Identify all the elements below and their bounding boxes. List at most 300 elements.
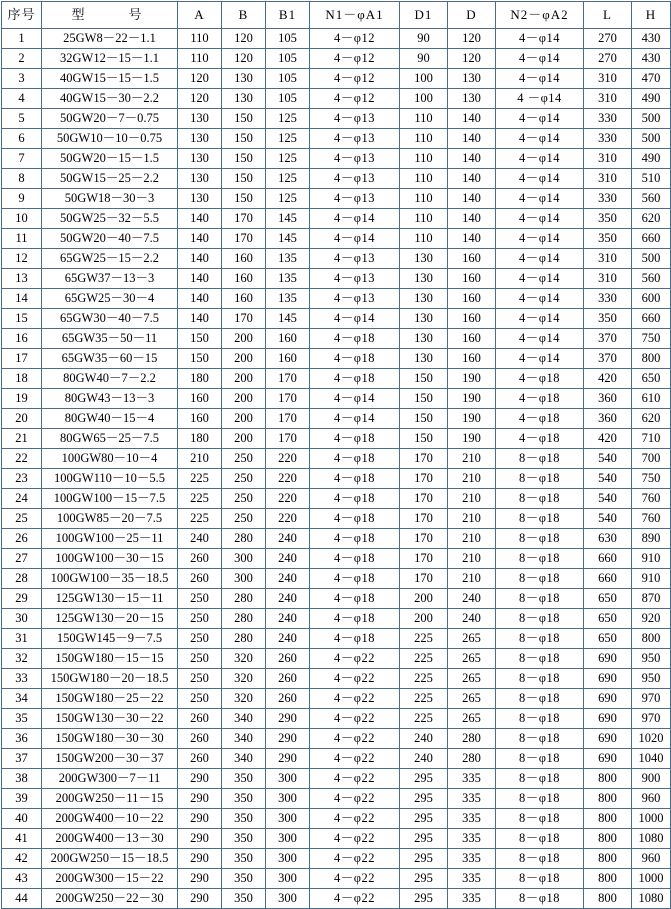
cell-l: 690 bbox=[584, 749, 632, 769]
cell-index: 35 bbox=[2, 709, 42, 729]
cell-d: 190 bbox=[448, 369, 496, 389]
cell-a: 180 bbox=[178, 369, 222, 389]
cell-b: 350 bbox=[222, 849, 266, 869]
cell-n1-a1: 4－φ18 bbox=[310, 529, 400, 549]
cell-h: 560 bbox=[632, 269, 671, 289]
cell-n1-a1: 4－φ18 bbox=[310, 549, 400, 569]
cell-l: 310 bbox=[584, 69, 632, 89]
table-row bbox=[2, 369, 671, 389]
cell-a: 250 bbox=[178, 689, 222, 709]
cell-d: 140 bbox=[448, 169, 496, 189]
cell-a: 130 bbox=[178, 109, 222, 129]
cell-n2-a2: 4－φ18 bbox=[496, 389, 584, 409]
cell-d: 335 bbox=[448, 849, 496, 869]
cell-n1-a1: 4－φ22 bbox=[310, 889, 400, 909]
cell-l: 420 bbox=[584, 369, 632, 389]
cell-b: 120 bbox=[222, 29, 266, 49]
cell-a: 260 bbox=[178, 569, 222, 589]
cell-a: 250 bbox=[178, 649, 222, 669]
cell-n2-a2: 4－φ18 bbox=[496, 409, 584, 429]
cell-d: 130 bbox=[448, 69, 496, 89]
cell-n2-a2: 4－φ14 bbox=[496, 349, 584, 369]
cell-n1-a1: 4－φ12 bbox=[310, 89, 400, 109]
cell-l: 310 bbox=[584, 169, 632, 189]
cell-n2-a2: 4－φ14 bbox=[496, 109, 584, 129]
cell-n1-a1: 4－φ14 bbox=[310, 229, 400, 249]
cell-index: 31 bbox=[2, 629, 42, 649]
cell-l: 270 bbox=[584, 29, 632, 49]
cell-d: 130 bbox=[448, 89, 496, 109]
cell-model: 50GW20－40－7.5 bbox=[42, 229, 178, 249]
cell-b: 280 bbox=[222, 629, 266, 649]
cell-n2-a2: 8－φ18 bbox=[496, 589, 584, 609]
cell-l: 330 bbox=[584, 289, 632, 309]
cell-n1-a1: 4－φ22 bbox=[310, 669, 400, 689]
cell-l: 350 bbox=[584, 209, 632, 229]
cell-b: 250 bbox=[222, 489, 266, 509]
cell-model: 200GW400－10－22 bbox=[42, 809, 178, 829]
cell-l: 370 bbox=[584, 349, 632, 369]
cell-l: 650 bbox=[584, 609, 632, 629]
cell-a: 225 bbox=[178, 489, 222, 509]
cell-d: 280 bbox=[448, 729, 496, 749]
cell-h: 910 bbox=[632, 549, 671, 569]
cell-h: 660 bbox=[632, 229, 671, 249]
cell-model: 150GW130－30－22 bbox=[42, 709, 178, 729]
table-row bbox=[2, 589, 671, 609]
cell-a: 150 bbox=[178, 349, 222, 369]
cell-d: 335 bbox=[448, 889, 496, 909]
cell-n1-a1: 4－φ18 bbox=[310, 609, 400, 629]
cell-index: 13 bbox=[2, 269, 42, 289]
cell-d: 210 bbox=[448, 449, 496, 469]
cell-l: 660 bbox=[584, 549, 632, 569]
cell-model: 200GW250－11－15 bbox=[42, 789, 178, 809]
cell-d1: 110 bbox=[400, 129, 448, 149]
cell-model: 40GW15－30－2.2 bbox=[42, 89, 178, 109]
cell-b: 300 bbox=[222, 569, 266, 589]
cell-n2-a2: 4－φ14 bbox=[496, 309, 584, 329]
cell-n2-a2: 8－φ18 bbox=[496, 569, 584, 589]
cell-b: 250 bbox=[222, 449, 266, 469]
column-header-b1: B1 bbox=[266, 2, 310, 29]
cell-n1-a1: 4－φ22 bbox=[310, 749, 400, 769]
cell-b: 200 bbox=[222, 409, 266, 429]
cell-d: 335 bbox=[448, 769, 496, 789]
cell-d1: 130 bbox=[400, 249, 448, 269]
cell-index: 4 bbox=[2, 89, 42, 109]
cell-l: 690 bbox=[584, 709, 632, 729]
cell-b1: 170 bbox=[266, 369, 310, 389]
cell-b1: 135 bbox=[266, 269, 310, 289]
cell-index: 37 bbox=[2, 749, 42, 769]
cell-a: 140 bbox=[178, 289, 222, 309]
cell-n2-a2: 4－φ14 bbox=[496, 289, 584, 309]
cell-h: 950 bbox=[632, 649, 671, 669]
cell-a: 290 bbox=[178, 809, 222, 829]
cell-a: 110 bbox=[178, 49, 222, 69]
cell-a: 180 bbox=[178, 429, 222, 449]
cell-l: 310 bbox=[584, 149, 632, 169]
cell-n2-a2: 8－φ18 bbox=[496, 889, 584, 909]
cell-b: 250 bbox=[222, 509, 266, 529]
cell-n2-a2: 4－φ14 bbox=[496, 269, 584, 289]
cell-b1: 125 bbox=[266, 129, 310, 149]
cell-n2-a2: 8－φ18 bbox=[496, 829, 584, 849]
table-row bbox=[2, 549, 671, 569]
table-row bbox=[2, 209, 671, 229]
cell-b1: 300 bbox=[266, 809, 310, 829]
cell-n2-a2: 8－φ18 bbox=[496, 449, 584, 469]
table-row bbox=[2, 789, 671, 809]
cell-a: 225 bbox=[178, 469, 222, 489]
cell-model: 200GW250－22－30 bbox=[42, 889, 178, 909]
cell-index: 14 bbox=[2, 289, 42, 309]
cell-l: 350 bbox=[584, 229, 632, 249]
cell-n2-a2: 8－φ18 bbox=[496, 649, 584, 669]
cell-model: 150GW180－30－30 bbox=[42, 729, 178, 749]
table-row bbox=[2, 809, 671, 829]
cell-h: 610 bbox=[632, 389, 671, 409]
table-row bbox=[2, 409, 671, 429]
cell-l: 650 bbox=[584, 629, 632, 649]
cell-a: 140 bbox=[178, 269, 222, 289]
cell-n1-a1: 4－φ18 bbox=[310, 469, 400, 489]
cell-index: 25 bbox=[2, 509, 42, 529]
cell-index: 44 bbox=[2, 889, 42, 909]
cell-n1-a1: 4－φ18 bbox=[310, 509, 400, 529]
cell-index: 32 bbox=[2, 649, 42, 669]
cell-l: 360 bbox=[584, 389, 632, 409]
cell-index: 9 bbox=[2, 189, 42, 209]
cell-n1-a1: 4－φ22 bbox=[310, 729, 400, 749]
cell-model: 50GW20－15－1.5 bbox=[42, 149, 178, 169]
cell-model: 125GW130－20－15 bbox=[42, 609, 178, 629]
cell-n2-a2: 4－φ14 bbox=[496, 329, 584, 349]
cell-d: 160 bbox=[448, 349, 496, 369]
cell-index: 11 bbox=[2, 229, 42, 249]
cell-b1: 135 bbox=[266, 289, 310, 309]
cell-b1: 220 bbox=[266, 469, 310, 489]
cell-index: 40 bbox=[2, 809, 42, 829]
cell-h: 470 bbox=[632, 69, 671, 89]
cell-d: 265 bbox=[448, 649, 496, 669]
table-row bbox=[2, 429, 671, 449]
column-header-h: H bbox=[632, 2, 671, 29]
cell-d: 140 bbox=[448, 129, 496, 149]
cell-h: 1000 bbox=[632, 869, 671, 889]
cell-d: 265 bbox=[448, 709, 496, 729]
cell-n2-a2: 4－φ14 bbox=[496, 189, 584, 209]
cell-h: 920 bbox=[632, 609, 671, 629]
cell-b: 170 bbox=[222, 209, 266, 229]
table-row bbox=[2, 29, 671, 49]
cell-index: 33 bbox=[2, 669, 42, 689]
cell-d1: 295 bbox=[400, 869, 448, 889]
cell-l: 540 bbox=[584, 489, 632, 509]
cell-b1: 170 bbox=[266, 409, 310, 429]
cell-n1-a1: 4－φ14 bbox=[310, 209, 400, 229]
column-header-model: 型 号 bbox=[42, 2, 178, 29]
cell-b1: 240 bbox=[266, 609, 310, 629]
cell-n1-a1: 4－φ13 bbox=[310, 269, 400, 289]
cell-n1-a1: 4－φ18 bbox=[310, 429, 400, 449]
cell-model: 32GW12－15－1.1 bbox=[42, 49, 178, 69]
table-row bbox=[2, 349, 671, 369]
cell-h: 500 bbox=[632, 129, 671, 149]
cell-h: 1080 bbox=[632, 829, 671, 849]
cell-b1: 125 bbox=[266, 189, 310, 209]
cell-b: 200 bbox=[222, 429, 266, 449]
cell-index: 12 bbox=[2, 249, 42, 269]
cell-b1: 160 bbox=[266, 349, 310, 369]
cell-h: 500 bbox=[632, 249, 671, 269]
cell-d: 240 bbox=[448, 589, 496, 609]
cell-b: 320 bbox=[222, 649, 266, 669]
cell-n1-a1: 4－φ13 bbox=[310, 249, 400, 269]
cell-d: 210 bbox=[448, 469, 496, 489]
cell-d: 160 bbox=[448, 249, 496, 269]
cell-l: 690 bbox=[584, 669, 632, 689]
cell-a: 130 bbox=[178, 149, 222, 169]
cell-b: 200 bbox=[222, 329, 266, 349]
table-row bbox=[2, 489, 671, 509]
cell-index: 20 bbox=[2, 409, 42, 429]
cell-d: 160 bbox=[448, 329, 496, 349]
cell-b: 200 bbox=[222, 349, 266, 369]
cell-b1: 125 bbox=[266, 109, 310, 129]
cell-l: 330 bbox=[584, 129, 632, 149]
cell-h: 490 bbox=[632, 89, 671, 109]
cell-d1: 170 bbox=[400, 529, 448, 549]
cell-l: 800 bbox=[584, 829, 632, 849]
cell-h: 760 bbox=[632, 509, 671, 529]
cell-n2-a2: 4－φ18 bbox=[496, 429, 584, 449]
cell-n2-a2: 4－φ14 bbox=[496, 169, 584, 189]
cell-n2-a2: 4－φ14 bbox=[496, 49, 584, 69]
cell-h: 1040 bbox=[632, 749, 671, 769]
cell-model: 50GW20－7－0.75 bbox=[42, 109, 178, 129]
table-row bbox=[2, 89, 671, 109]
cell-d1: 295 bbox=[400, 789, 448, 809]
cell-n2-a2: 8－φ18 bbox=[496, 549, 584, 569]
cell-a: 130 bbox=[178, 129, 222, 149]
cell-b1: 220 bbox=[266, 509, 310, 529]
cell-d1: 150 bbox=[400, 369, 448, 389]
cell-b1: 290 bbox=[266, 749, 310, 769]
cell-d1: 150 bbox=[400, 389, 448, 409]
cell-a: 210 bbox=[178, 449, 222, 469]
cell-a: 260 bbox=[178, 709, 222, 729]
cell-model: 80GW40－15－4 bbox=[42, 409, 178, 429]
cell-n1-a1: 4－φ18 bbox=[310, 349, 400, 369]
table-row bbox=[2, 729, 671, 749]
cell-d: 210 bbox=[448, 569, 496, 589]
cell-model: 100GW100－25－11 bbox=[42, 529, 178, 549]
cell-d1: 200 bbox=[400, 589, 448, 609]
column-header-index: 序号 bbox=[2, 2, 42, 29]
cell-a: 290 bbox=[178, 769, 222, 789]
cell-d1: 200 bbox=[400, 609, 448, 629]
cell-model: 65GW35－50－11 bbox=[42, 329, 178, 349]
cell-n2-a2: 4－φ14 bbox=[496, 229, 584, 249]
cell-d: 335 bbox=[448, 789, 496, 809]
cell-h: 600 bbox=[632, 289, 671, 309]
cell-a: 250 bbox=[178, 629, 222, 649]
table-row bbox=[2, 629, 671, 649]
cell-model: 150GW145－9－7.5 bbox=[42, 629, 178, 649]
cell-d1: 110 bbox=[400, 109, 448, 129]
table-row bbox=[2, 149, 671, 169]
cell-h: 750 bbox=[632, 469, 671, 489]
cell-model: 65GW35－60－15 bbox=[42, 349, 178, 369]
cell-d1: 170 bbox=[400, 489, 448, 509]
cell-n2-a2: 8－φ18 bbox=[496, 529, 584, 549]
cell-d1: 225 bbox=[400, 709, 448, 729]
cell-n1-a1: 4－φ13 bbox=[310, 149, 400, 169]
cell-index: 16 bbox=[2, 329, 42, 349]
cell-n1-a1: 4－φ22 bbox=[310, 789, 400, 809]
cell-n1-a1: 4－φ14 bbox=[310, 409, 400, 429]
table-row bbox=[2, 749, 671, 769]
cell-model: 100GW85－20－7.5 bbox=[42, 509, 178, 529]
cell-a: 290 bbox=[178, 789, 222, 809]
cell-d: 210 bbox=[448, 489, 496, 509]
cell-b1: 135 bbox=[266, 249, 310, 269]
cell-model: 80GW40－7－2.2 bbox=[42, 369, 178, 389]
cell-model: 40GW15－15－1.5 bbox=[42, 69, 178, 89]
cell-b1: 125 bbox=[266, 149, 310, 169]
cell-b: 340 bbox=[222, 709, 266, 729]
cell-model: 200GW250－15－18.5 bbox=[42, 849, 178, 869]
cell-l: 330 bbox=[584, 189, 632, 209]
cell-d1: 90 bbox=[400, 29, 448, 49]
cell-b1: 170 bbox=[266, 389, 310, 409]
cell-l: 270 bbox=[584, 49, 632, 69]
cell-n2-a2: 8－φ18 bbox=[496, 789, 584, 809]
cell-b: 350 bbox=[222, 769, 266, 789]
cell-l: 310 bbox=[584, 89, 632, 109]
cell-b: 350 bbox=[222, 789, 266, 809]
cell-index: 43 bbox=[2, 869, 42, 889]
cell-l: 660 bbox=[584, 569, 632, 589]
cell-b1: 145 bbox=[266, 229, 310, 249]
cell-d: 140 bbox=[448, 149, 496, 169]
cell-b: 200 bbox=[222, 389, 266, 409]
cell-b: 150 bbox=[222, 109, 266, 129]
cell-b: 280 bbox=[222, 529, 266, 549]
cell-b1: 145 bbox=[266, 209, 310, 229]
cell-n1-a1: 4－φ22 bbox=[310, 709, 400, 729]
cell-b1: 240 bbox=[266, 549, 310, 569]
cell-d: 190 bbox=[448, 389, 496, 409]
cell-model: 150GW180－15－15 bbox=[42, 649, 178, 669]
cell-l: 650 bbox=[584, 589, 632, 609]
cell-a: 160 bbox=[178, 389, 222, 409]
cell-d1: 225 bbox=[400, 649, 448, 669]
cell-l: 690 bbox=[584, 689, 632, 709]
cell-d1: 225 bbox=[400, 629, 448, 649]
table-row bbox=[2, 49, 671, 69]
cell-d1: 295 bbox=[400, 889, 448, 909]
cell-n1-a1: 4－φ13 bbox=[310, 129, 400, 149]
cell-index: 15 bbox=[2, 309, 42, 329]
cell-a: 140 bbox=[178, 309, 222, 329]
cell-l: 370 bbox=[584, 329, 632, 349]
cell-d1: 130 bbox=[400, 269, 448, 289]
cell-index: 1 bbox=[2, 29, 42, 49]
cell-index: 42 bbox=[2, 849, 42, 869]
column-header-d: D bbox=[448, 2, 496, 29]
cell-n2-a2: 8－φ18 bbox=[496, 689, 584, 709]
cell-model: 50GW18－30－3 bbox=[42, 189, 178, 209]
cell-n1-a1: 4－φ18 bbox=[310, 449, 400, 469]
cell-d: 335 bbox=[448, 809, 496, 829]
cell-l: 540 bbox=[584, 449, 632, 469]
cell-h: 900 bbox=[632, 769, 671, 789]
cell-d: 140 bbox=[448, 209, 496, 229]
cell-b: 340 bbox=[222, 729, 266, 749]
cell-model: 80GW43－13－3 bbox=[42, 389, 178, 409]
cell-d: 190 bbox=[448, 409, 496, 429]
cell-index: 39 bbox=[2, 789, 42, 809]
cell-n2-a2: 8－φ18 bbox=[496, 749, 584, 769]
cell-h: 700 bbox=[632, 449, 671, 469]
cell-index: 21 bbox=[2, 429, 42, 449]
cell-d1: 90 bbox=[400, 49, 448, 69]
cell-h: 750 bbox=[632, 329, 671, 349]
cell-b1: 145 bbox=[266, 309, 310, 329]
cell-a: 290 bbox=[178, 889, 222, 909]
cell-l: 330 bbox=[584, 109, 632, 129]
cell-h: 500 bbox=[632, 109, 671, 129]
cell-b1: 220 bbox=[266, 489, 310, 509]
cell-n2-a2: 8－φ18 bbox=[496, 709, 584, 729]
cell-l: 690 bbox=[584, 649, 632, 669]
cell-l: 800 bbox=[584, 889, 632, 909]
cell-d1: 170 bbox=[400, 469, 448, 489]
cell-n1-a1: 4－φ18 bbox=[310, 369, 400, 389]
cell-b: 160 bbox=[222, 249, 266, 269]
cell-a: 260 bbox=[178, 729, 222, 749]
cell-d1: 110 bbox=[400, 149, 448, 169]
cell-l: 630 bbox=[584, 529, 632, 549]
cell-index: 26 bbox=[2, 529, 42, 549]
cell-model: 80GW65－25－7.5 bbox=[42, 429, 178, 449]
cell-a: 250 bbox=[178, 589, 222, 609]
cell-d: 280 bbox=[448, 749, 496, 769]
cell-d: 240 bbox=[448, 609, 496, 629]
cell-d1: 295 bbox=[400, 829, 448, 849]
cell-b: 350 bbox=[222, 829, 266, 849]
table-row bbox=[2, 69, 671, 89]
cell-d1: 295 bbox=[400, 809, 448, 829]
cell-d: 120 bbox=[448, 29, 496, 49]
cell-a: 290 bbox=[178, 849, 222, 869]
cell-index: 19 bbox=[2, 389, 42, 409]
cell-b: 350 bbox=[222, 889, 266, 909]
cell-b1: 260 bbox=[266, 649, 310, 669]
cell-l: 310 bbox=[584, 249, 632, 269]
column-header-n2-a2: N2－φA2 bbox=[496, 2, 584, 29]
cell-a: 120 bbox=[178, 89, 222, 109]
cell-index: 41 bbox=[2, 829, 42, 849]
cell-d: 265 bbox=[448, 629, 496, 649]
cell-n1-a1: 4－φ22 bbox=[310, 829, 400, 849]
cell-index: 38 bbox=[2, 769, 42, 789]
cell-h: 430 bbox=[632, 29, 671, 49]
cell-h: 970 bbox=[632, 689, 671, 709]
